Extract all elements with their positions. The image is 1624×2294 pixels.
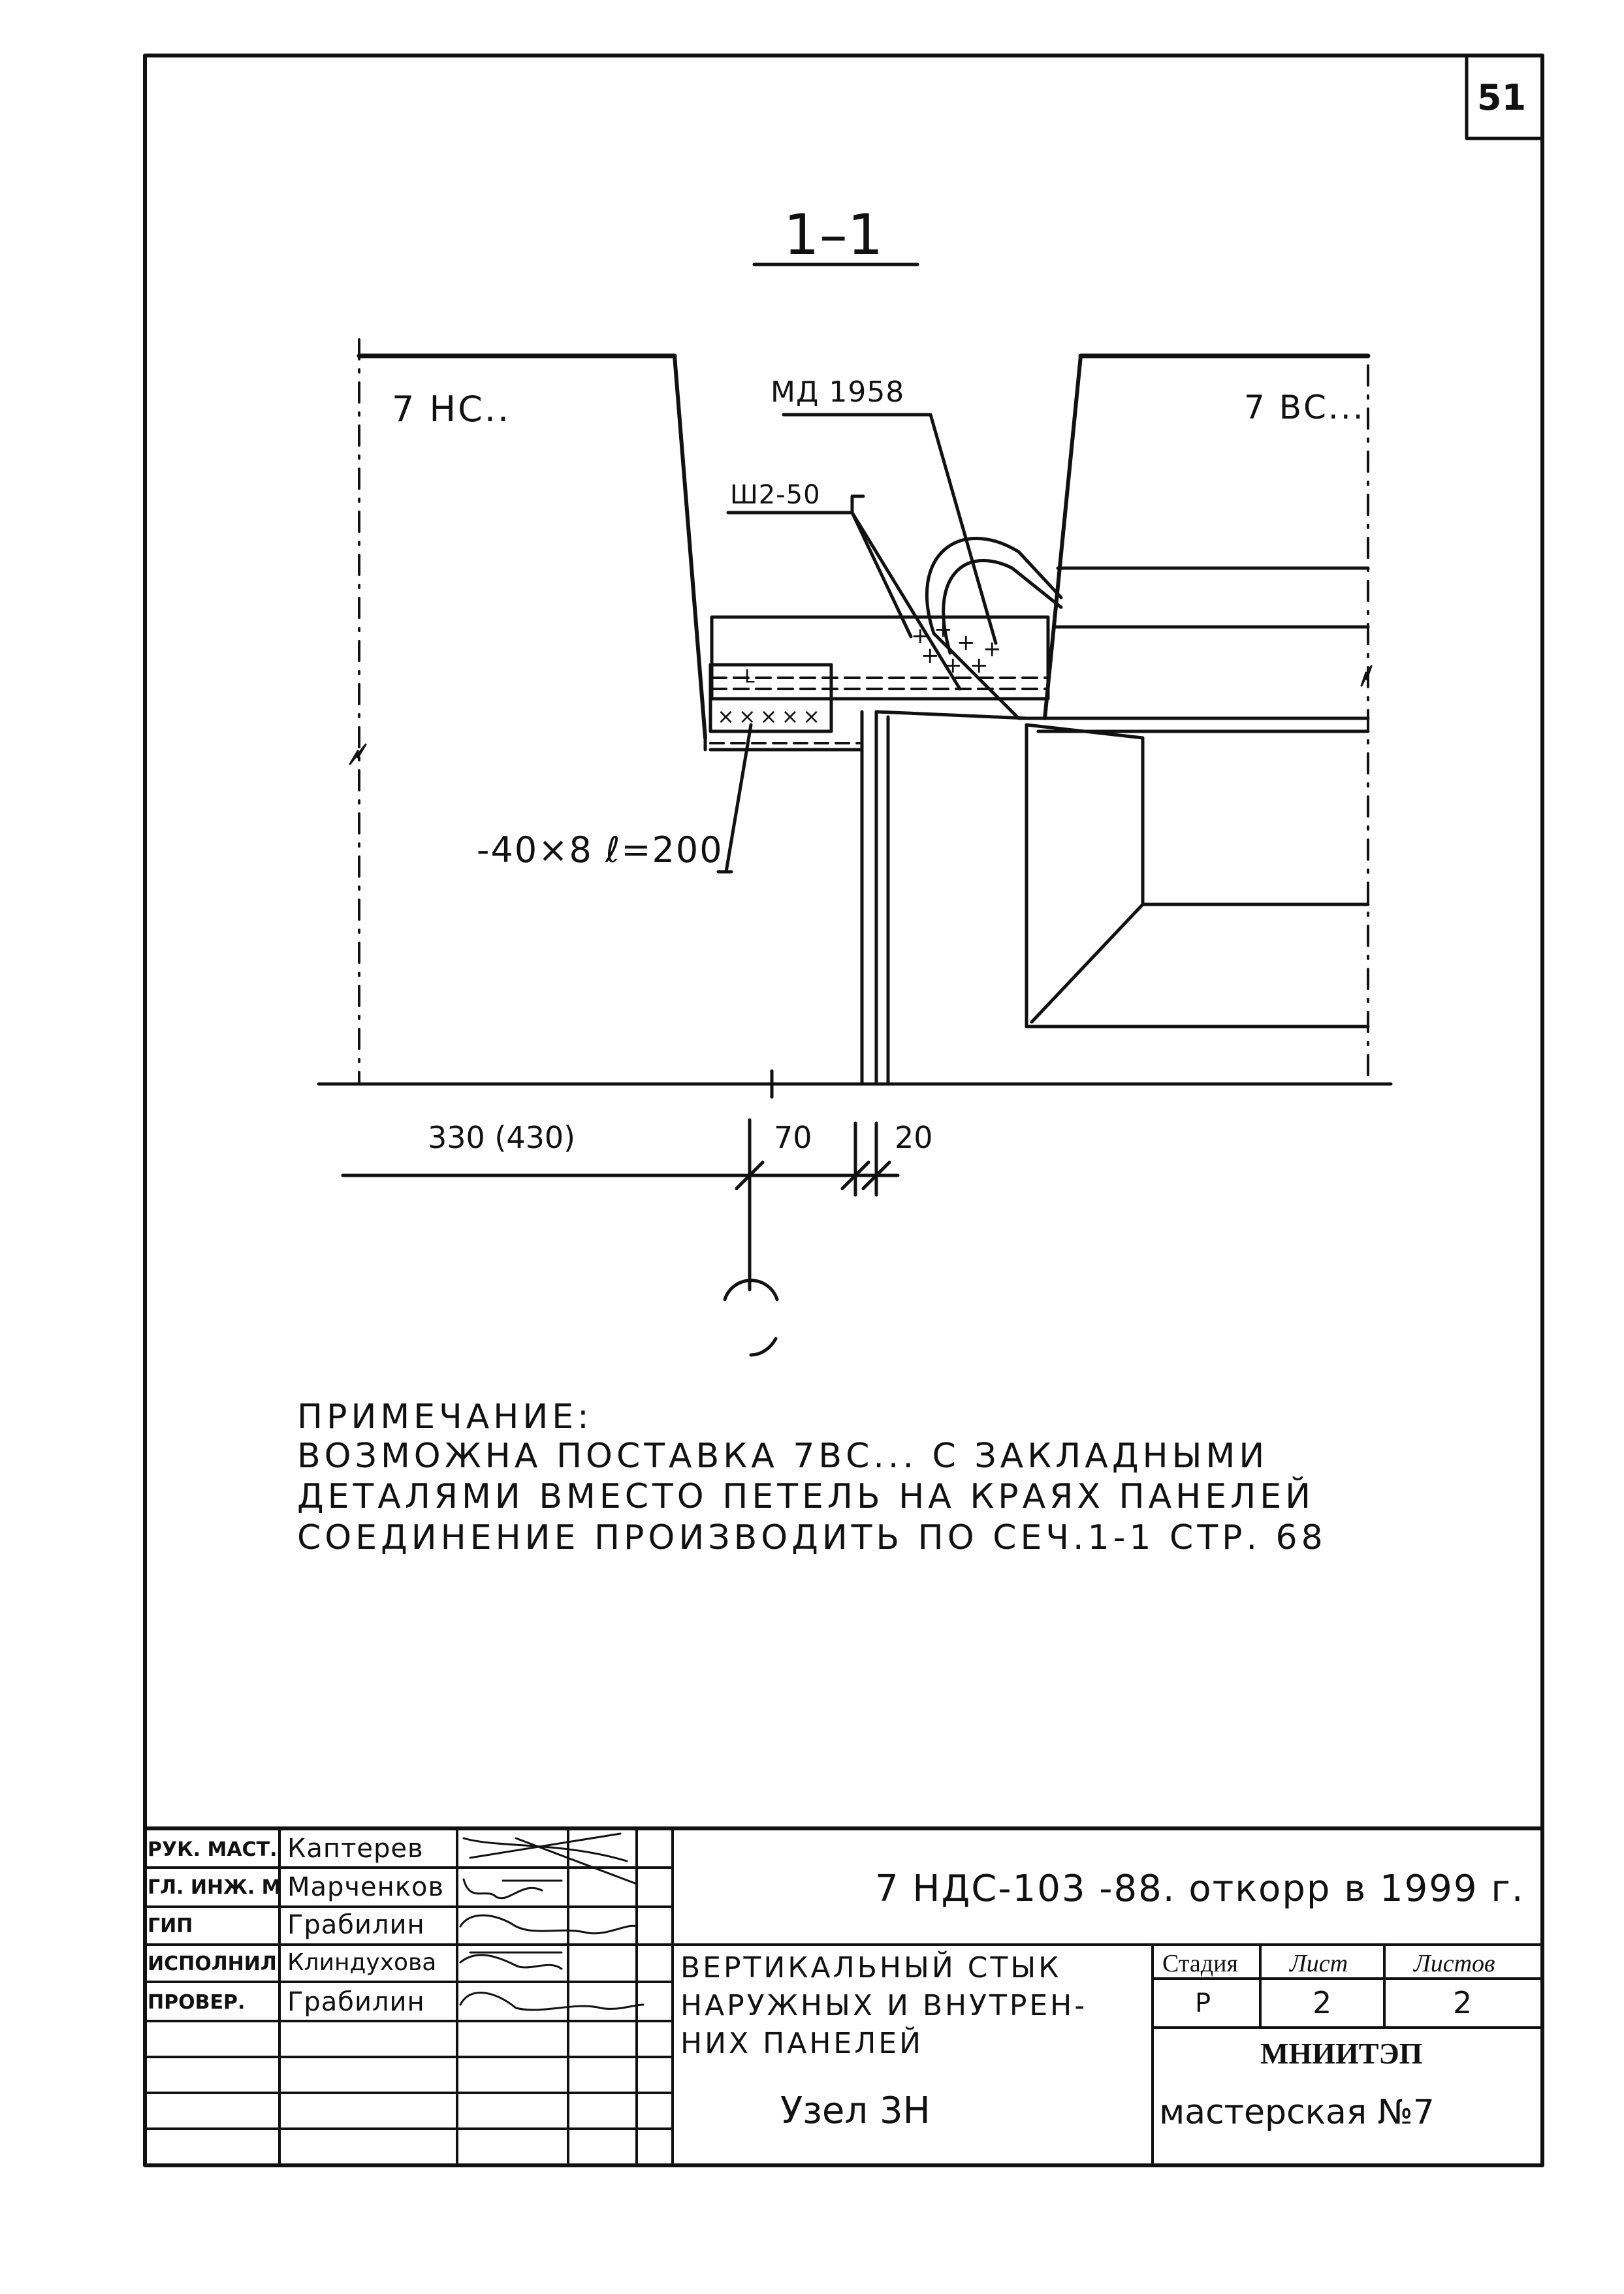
workshop-name: мастерская №7	[1159, 2093, 1435, 2132]
role-ispolnil: ИСПОЛНИЛ	[148, 1952, 277, 1975]
svg-text:+: +	[983, 636, 1002, 662]
dimension-line	[343, 1120, 898, 1290]
dimension-20: 20	[895, 1120, 933, 1155]
name-marchenkov: Марченков	[287, 1872, 445, 1902]
svg-text:×××××: ×××××	[717, 704, 825, 729]
stage-label: Стадия	[1162, 1950, 1238, 1977]
stage-value: Р	[1195, 1988, 1211, 2018]
panel-left-label: 7 НС..	[392, 389, 511, 430]
joint-gap	[842, 712, 1027, 1084]
sheet-number: 51	[1477, 77, 1527, 118]
svg-text:+: +	[921, 643, 940, 669]
signatures	[460, 1834, 643, 2010]
drawing-title-line-1: ВЕРТИКАЛЬНЫЙ СТЫК	[680, 1951, 1062, 1984]
plate-label: -40×8 ℓ=200	[477, 829, 724, 870]
sheets-value: 2	[1453, 1985, 1473, 2020]
sheet-label: Лист	[1290, 1950, 1348, 1977]
svg-text:L: L	[744, 665, 755, 687]
node-label: Узел 3Н	[780, 2090, 931, 2132]
note-heading: ПРИМЕЧАНИЕ:	[297, 1397, 593, 1437]
dimension-330: 330 (430)	[428, 1120, 576, 1155]
document-code: 7 НДС-103 -88. откорр в 1999 г.	[875, 1868, 1525, 1910]
sh-label: Ш2-50	[730, 480, 821, 510]
name-klindukhova: Клиндухова	[287, 1949, 437, 1976]
name-kapterev: Каптерев	[287, 1834, 424, 1864]
note-line-1: ВОЗМОЖНА ПОСТАВКА 7ВС... С ЗАКЛАДНЫМИ	[297, 1437, 1269, 1476]
role-ruk-mast: РУК. МАСТ.	[148, 1838, 278, 1861]
svg-text:+: +	[911, 623, 930, 649]
svg-text:+: +	[934, 616, 953, 643]
dimension-70: 70	[774, 1120, 812, 1155]
right-panel-outline	[1027, 356, 1368, 1084]
note-line-2: ДЕТАЛЯМИ ВМЕСТО ПЕТЕЛЬ НА КРАЯХ ПАНЕЛЕЙ	[297, 1477, 1314, 1516]
role-gip: ГИП	[148, 1915, 193, 1937]
name-grabilin-2: Грабилин	[287, 1987, 425, 2017]
weld-marks	[911, 616, 1002, 678]
drawing-title-line-2: НАРУЖНЫХ И ВНУТРЕН-	[680, 1989, 1088, 2022]
name-grabilin-1: Грабилин	[287, 1910, 425, 1940]
sheets-label: Листов	[1414, 1950, 1495, 1977]
svg-text:+: +	[970, 652, 989, 678]
organization-name: МНИИТЭП	[1260, 2037, 1423, 2070]
section-title: 1–1	[784, 202, 884, 268]
md-label: МД 1958	[771, 375, 905, 409]
svg-text:+: +	[957, 629, 976, 656]
left-panel-outline	[359, 340, 705, 1084]
svg-text:+: +	[944, 652, 963, 678]
sheet-value: 2	[1313, 1985, 1332, 2020]
panel-right-label: 7 ВС...	[1244, 389, 1365, 426]
note-line-3: СОЕДИНЕНИЕ ПРОИЗВОДИТЬ ПО СЕЧ.1-1 СТР. 68	[297, 1518, 1327, 1557]
drawing-title-line-3: НИХ ПАНЕЛЕЙ	[680, 2027, 924, 2060]
role-gl-inzh: ГЛ. ИНЖ. М	[148, 1876, 281, 1899]
role-prover: ПРОВЕР.	[148, 1991, 246, 2014]
